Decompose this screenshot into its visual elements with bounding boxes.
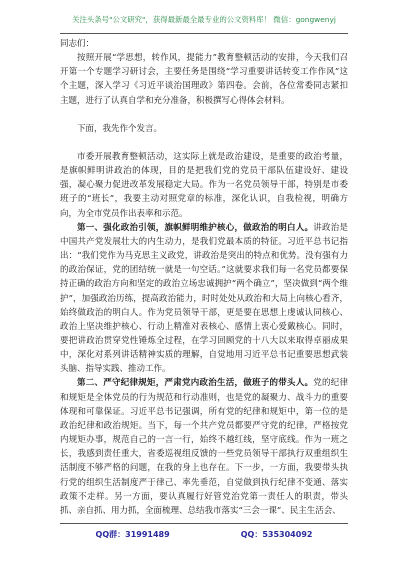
footer-divider <box>60 523 348 524</box>
section-two-text: 党的纪律和规矩是全体党员的行为规范和行动准则，也是党的凝聚力、战斗力的重要体现和可靠保证。习近平总书记强调，所有党的纪律和规矩中，第一位的是政治纪律和政治规矩。当下，每一个共产党员都要严守党的纪律，严格按党内规矩办事，规范自己的一言一行，始终不越红线，坚守底线。作为一班之长，我感到责任重大，省委巡视组反馈的一些党员领导干部执行双重组织生活制度不够严格的问题，在我的身上也存在。下一步，一方面，我要带头执行党的组织生活制度严于律己、率先垂范，自觉做到执行纪律不变通、落实政策不走样。另一方面，要认真履行好管党治党第一责任人的职责，带头抓、亲自抓、用力抓，全面梳理、总结我市落实“三会一课”、民主生活会、 <box>60 378 348 516</box>
paragraph-section-two <box>60 376 348 518</box>
salutation: 同志们： <box>60 39 95 49</box>
paragraph-background: 市委开展教育整顿活动，这实际上就是政治建设，是重要的政治考量，是旗帜鲜明讲政治的体现，目的是把我们党的党员干部队伍建设好、建设强，凝心聚力促进改革发展稳定大局。作为一名党员领导干部，特别是市委班子的“班长”，我要主动对照党章的标准，深化认识，自我检视，明确方向，为全市党员作出表率和示范。 <box>60 151 348 219</box>
section-one-heading: 第一、强化政治引领，旗帜鲜明维护核心，做政治的明白人。 <box>77 222 314 233</box>
header-notice: 关注头条号"公文研究"，获得最新最全最专业的公文资料库！ 微信：gongwenyj <box>72 15 336 24</box>
footer <box>60 529 348 540</box>
section-one-text: 讲政治是中国共产党发展壮大的内生动力，是我们党最本质的特征。习近平总书记指出：“我们党作为马克思主义政党，讲政治是突出的特点和优势。没有强有力的政治保证，党的团结统一就是一句空话。”这就要求我们每一名党员都要保持正确的政治方向和坚定的政治立场忠诚拥护“两个确立”，坚决做到“两个维护”，加强政治历练，提高政治能力，时时处处从政治和大局上向核心看齐，始终做政治的明白人。作为党员领导干部，更是要在思想上虔诚认同核心、政治上坚决维护核心、行动上精准对表核心、感情上衷心爱戴核心。同时，要把讲政治贯穿党性锤炼全过程，在学习回顾党的十八大以来取得卓丽成果中，深化对系列讲话精神实质的理解，自觉地用习近平总书记重要思想武装头脑、指导实践、推动工作。 <box>60 222 348 375</box>
section-two-heading: 第二、严守纪律规矩，严肃党内政治生活，做班子的带头人。 <box>77 378 314 389</box>
footer-qq-group: QQ群：31991489 <box>95 530 170 539</box>
header-divider <box>60 33 348 34</box>
paragraph-gap <box>60 136 348 150</box>
document-body <box>60 37 348 518</box>
paragraph-section-one <box>60 221 348 377</box>
paragraph-transition: 下面，我先作个发言。 <box>77 123 163 134</box>
footer-qq-number: QQ：535304092 <box>240 530 313 539</box>
paragraph-gap <box>60 108 348 122</box>
paragraph-intro: 按照开展“学思想，转作风，提能力”教育整顿活动的安排，今天我们召开第一个专题学习研讨会，主要任务是围绕“学习重要讲话转变工作作风”这个主题，深入学习《习近平谈治国理政》第四卷。会前，各位常委同志紧扣主题，进行了认真自学和充分准备，积极撰写心得体会材料。 <box>60 53 348 106</box>
